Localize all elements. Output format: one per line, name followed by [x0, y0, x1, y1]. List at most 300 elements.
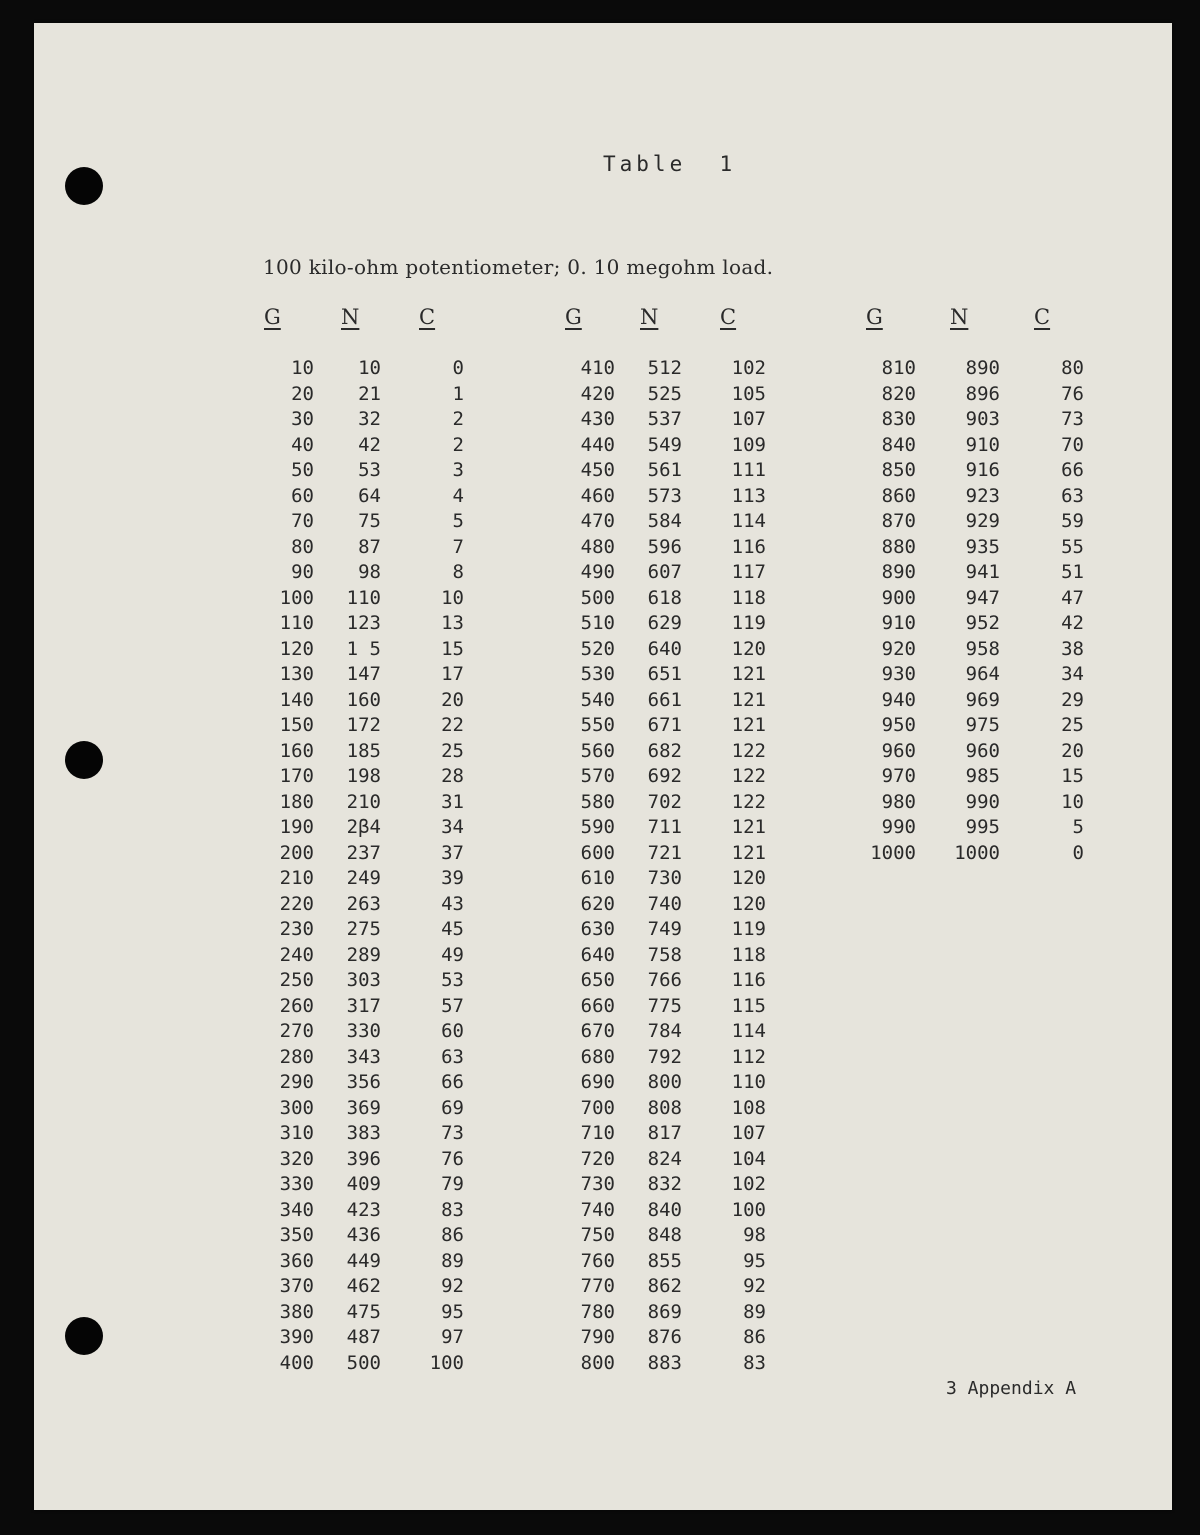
- header-g-2: G: [565, 305, 582, 329]
- table-cell: 49: [441, 943, 464, 966]
- column-g-1: [250, 356, 314, 1376]
- table-cell: 880: [881, 535, 916, 558]
- table-cell: 380: [279, 1300, 314, 1323]
- table-cell: 73: [441, 1122, 464, 1144]
- table-cell: 95: [743, 1249, 766, 1272]
- table-cell: 20: [291, 382, 314, 405]
- table-cell: 947: [965, 586, 1000, 609]
- table-cell: 43: [441, 892, 464, 915]
- table-cell: 66: [1061, 459, 1084, 481]
- table-cell: 10: [1061, 790, 1084, 813]
- table-cell: 580: [580, 790, 615, 813]
- table-cell: 862: [647, 1275, 682, 1297]
- table-cell: 86: [441, 1224, 464, 1246]
- table-cell: 876: [647, 1326, 682, 1348]
- table-cell: 824: [647, 1147, 682, 1170]
- table-cell: 440: [580, 433, 615, 456]
- table-cell: 916: [965, 459, 1000, 481]
- table-cell: 32: [358, 408, 381, 430]
- table-cell: 30: [291, 408, 314, 430]
- table-cell: 721: [647, 841, 682, 864]
- table-cell: 21: [358, 382, 381, 405]
- table-cell: 63: [1061, 484, 1084, 507]
- table-cell: 198: [346, 765, 381, 787]
- table-cell: 3: [452, 459, 464, 481]
- table-cell: 38: [1061, 637, 1084, 660]
- table-cell: 540: [580, 688, 615, 711]
- table-cell: 830: [881, 408, 916, 430]
- table-cell: 4: [452, 484, 464, 507]
- table-cell: 22: [441, 714, 464, 736]
- table-cell: 50: [291, 459, 314, 481]
- table-cell: 39: [441, 867, 464, 889]
- table-cell: 92: [743, 1275, 766, 1297]
- table-cell: 83: [441, 1198, 464, 1221]
- table-cell: 303: [346, 969, 381, 991]
- table-cell: 107: [731, 408, 766, 430]
- table-cell: 57: [441, 994, 464, 1017]
- table-cell: 990: [965, 790, 1000, 813]
- table-cell: 1000: [954, 841, 1000, 864]
- table-cell: 55: [1061, 535, 1084, 558]
- table-cell: 964: [965, 663, 1000, 685]
- table-cell: 800: [647, 1071, 682, 1093]
- table-cell: 89: [743, 1300, 766, 1323]
- table-cell: 750: [580, 1224, 615, 1246]
- table-cell: 975: [965, 714, 1000, 736]
- table-cell: 121: [731, 688, 766, 711]
- table-cell: 160: [346, 688, 381, 711]
- table-cell: 600: [580, 841, 615, 864]
- table-cell: 460: [580, 484, 615, 507]
- table-cell: 775: [647, 994, 682, 1017]
- table-cell: 958: [965, 637, 1000, 660]
- header-n-1: N: [341, 305, 360, 329]
- table-cell: 869: [647, 1300, 682, 1323]
- table-cell: 700: [580, 1096, 615, 1119]
- table-cell: 111: [731, 459, 766, 481]
- table-cell: 104: [731, 1147, 766, 1170]
- header-g-3: G: [866, 305, 883, 329]
- table-cell: 180: [279, 790, 314, 813]
- table-cell: 855: [647, 1249, 682, 1272]
- table-cell: 560: [580, 739, 615, 762]
- table-cell: 475: [346, 1300, 381, 1323]
- table-cell: 147: [346, 663, 381, 685]
- table-cell: 83: [743, 1351, 766, 1374]
- table-cell: 90: [291, 561, 314, 583]
- table-cell: 76: [441, 1147, 464, 1170]
- table-cell: 2: [452, 433, 464, 456]
- table-cell: 260: [279, 994, 314, 1017]
- table-cell: 100: [279, 586, 314, 609]
- column-c-3: [1020, 356, 1084, 866]
- table-cell: 60: [291, 484, 314, 507]
- table-cell: 660: [580, 994, 615, 1017]
- table-cell: 350: [279, 1224, 314, 1246]
- table-cell: 941: [965, 561, 1000, 583]
- table-cell: 170: [279, 765, 314, 787]
- table-cell: 1: [452, 382, 464, 405]
- table-cell: 107: [731, 1122, 766, 1144]
- table-cell: 10: [291, 357, 314, 379]
- table-cell: 840: [881, 433, 916, 456]
- table-cell: 570: [580, 765, 615, 787]
- table-cell: 740: [580, 1198, 615, 1221]
- table-cell: 671: [647, 714, 682, 736]
- table-cell: 80: [1061, 357, 1084, 379]
- table-cell: 15: [441, 637, 464, 660]
- table-cell: 410: [580, 357, 615, 379]
- table-cell: 850: [881, 459, 916, 481]
- table-cell: 109: [731, 433, 766, 456]
- table-cell: 63: [441, 1045, 464, 1068]
- table-cell: 20: [1061, 739, 1084, 762]
- column-n-3: [930, 356, 1000, 866]
- table-cell: 596: [647, 535, 682, 558]
- table-cell: 800: [580, 1351, 615, 1374]
- table-cell: 692: [647, 765, 682, 787]
- table-cell: 185: [346, 739, 381, 762]
- table-cell: 98: [358, 561, 381, 583]
- table-cell: 75: [358, 510, 381, 532]
- table-cell: 952: [965, 612, 1000, 634]
- table-cell: 200: [279, 841, 314, 864]
- table-cell: 42: [1061, 612, 1084, 634]
- table-subtitle: 100 kilo-ohm potentiometer; 0. 10 megohm load.: [263, 255, 774, 279]
- table-cell: 740: [647, 892, 682, 915]
- table-cell: 490: [580, 561, 615, 583]
- table-cell: 117: [731, 561, 766, 583]
- table-cell: 980: [881, 790, 916, 813]
- table-cell: 462: [346, 1275, 381, 1297]
- table-cell: 903: [965, 408, 1000, 430]
- table-cell: 114: [731, 510, 766, 532]
- table-cell: 110: [279, 612, 314, 634]
- table-cell: 140: [279, 688, 314, 711]
- table-cell: 237: [346, 841, 381, 864]
- table-cell: 584: [647, 510, 682, 532]
- table-cell: 730: [647, 867, 682, 889]
- table-cell: 356: [346, 1071, 381, 1093]
- table-cell: 537: [647, 408, 682, 430]
- table-cell: 119: [731, 918, 766, 940]
- table-cell: 1000: [870, 841, 916, 864]
- table-cell: 10: [358, 357, 381, 379]
- table-cell: 15: [1061, 765, 1084, 787]
- table-cell: 220: [279, 892, 314, 915]
- table-cell: 100: [429, 1351, 464, 1374]
- table-cell: 10: [441, 586, 464, 609]
- table-cell: 810: [881, 357, 916, 379]
- table-title: Table 1: [603, 152, 737, 176]
- table-cell: 89: [441, 1249, 464, 1272]
- table-cell: 112: [731, 1045, 766, 1068]
- table-cell: 330: [346, 1020, 381, 1042]
- table-cell: 53: [358, 459, 381, 481]
- table-cell: 114: [731, 1020, 766, 1042]
- table-cell: 210: [279, 867, 314, 889]
- table-cell: 47: [1061, 586, 1084, 609]
- table-cell: 690: [580, 1071, 615, 1093]
- table-cell: 25: [1061, 714, 1084, 736]
- table-cell: 487: [346, 1326, 381, 1348]
- table-cell: 923: [965, 484, 1000, 507]
- table-cell: 29: [1061, 688, 1084, 711]
- table-cell: 118: [731, 943, 766, 966]
- table-cell: 970: [881, 765, 916, 787]
- table-cell: 510: [580, 612, 615, 634]
- punch-hole-top: [65, 167, 103, 205]
- table-cell: 122: [731, 765, 766, 787]
- header-c-3: C: [1034, 305, 1051, 329]
- table-cell: 960: [965, 739, 1000, 762]
- header-n-3: N: [950, 305, 969, 329]
- table-cell: 97: [441, 1326, 464, 1348]
- table-cell: 210: [346, 790, 381, 813]
- table-cell: 960: [881, 739, 916, 762]
- table-cell: 120: [279, 637, 314, 660]
- table-cell: 119: [731, 612, 766, 634]
- table-cell: 275: [346, 918, 381, 940]
- table-cell: 95: [441, 1300, 464, 1323]
- table-cell: 848: [647, 1224, 682, 1246]
- table-cell: 500: [580, 586, 615, 609]
- table-cell: 525: [647, 382, 682, 405]
- table-cell: 110: [346, 586, 381, 609]
- table-cell: 749: [647, 918, 682, 940]
- table-cell: 150: [279, 714, 314, 736]
- table-cell: 430: [580, 408, 615, 430]
- column-g-3: [850, 356, 916, 866]
- table-cell: 340: [279, 1198, 314, 1221]
- table-cell: 860: [881, 484, 916, 507]
- table-cell: 990: [881, 816, 916, 838]
- table-cell: 618: [647, 586, 682, 609]
- table-cell: 520: [580, 637, 615, 660]
- table-cell: 449: [346, 1249, 381, 1272]
- table-cell: 760: [580, 1249, 615, 1272]
- table-cell: 2β4: [346, 816, 381, 838]
- table-cell: 890: [965, 357, 1000, 379]
- table-cell: 640: [647, 637, 682, 660]
- table-cell: 172: [346, 714, 381, 736]
- table-cell: 840: [647, 1198, 682, 1221]
- table-cell: 330: [279, 1173, 314, 1195]
- table-cell: 670: [580, 1020, 615, 1042]
- table-cell: 20: [441, 688, 464, 711]
- table-cell: 590: [580, 816, 615, 838]
- table-cell: 910: [965, 433, 1000, 456]
- table-cell: 436: [346, 1224, 381, 1246]
- table-cell: 610: [580, 867, 615, 889]
- table-cell: 121: [731, 841, 766, 864]
- table-cell: 34: [1061, 663, 1084, 685]
- table-cell: 76: [1061, 382, 1084, 405]
- table-cell: 70: [1061, 433, 1084, 456]
- table-cell: 79: [441, 1173, 464, 1195]
- table-cell: 13: [441, 612, 464, 634]
- table-cell: 289: [346, 943, 381, 966]
- table-cell: 930: [881, 663, 916, 685]
- table-cell: 45: [441, 918, 464, 940]
- table-cell: 711: [647, 816, 682, 838]
- table-cell: 102: [731, 1173, 766, 1195]
- table-cell: 280: [279, 1045, 314, 1068]
- punch-hole-middle: [65, 741, 103, 779]
- table-cell: 250: [279, 969, 314, 991]
- table-cell: 500: [346, 1351, 381, 1374]
- header-n-2: N: [640, 305, 659, 329]
- table-cell: 115: [731, 994, 766, 1017]
- table-cell: 263: [346, 892, 381, 915]
- table-cell: 121: [731, 714, 766, 736]
- table-cell: 116: [731, 535, 766, 558]
- table-cell: 92: [441, 1275, 464, 1297]
- table-cell: 121: [731, 816, 766, 838]
- table-cell: 116: [731, 969, 766, 991]
- table-cell: 310: [279, 1122, 314, 1144]
- table-cell: 60: [441, 1020, 464, 1042]
- page-footer: 3 Appendix A: [946, 1378, 1077, 1399]
- table-cell: 160: [279, 739, 314, 762]
- table-cell: 890: [881, 561, 916, 583]
- table-cell: 480: [580, 535, 615, 558]
- table-cell: 53: [441, 969, 464, 991]
- table-cell: 710: [580, 1122, 615, 1144]
- table-cell: 470: [580, 510, 615, 532]
- table-cell: 34: [441, 816, 464, 838]
- column-c-2: [700, 356, 766, 1376]
- table-cell: 995: [965, 816, 1000, 838]
- table-cell: 720: [580, 1147, 615, 1170]
- table-cell: 110: [731, 1071, 766, 1093]
- table-cell: 420: [580, 382, 615, 405]
- table-cell: 607: [647, 561, 682, 583]
- table-cell: 620: [580, 892, 615, 915]
- column-n-1: [320, 356, 381, 1376]
- table-cell: 950: [881, 714, 916, 736]
- table-cell: 120: [731, 637, 766, 660]
- table-cell: 317: [346, 994, 381, 1017]
- table-cell: 31: [441, 790, 464, 813]
- table-cell: 870: [881, 510, 916, 532]
- table-cell: 113: [731, 484, 766, 507]
- table-cell: 249: [346, 867, 381, 889]
- table-cell: 0: [452, 357, 464, 379]
- table-cell: 98: [743, 1224, 766, 1246]
- table-cell: 7: [452, 535, 464, 558]
- table-cell: 73: [1061, 408, 1084, 430]
- table-cell: 661: [647, 688, 682, 711]
- table-cell: 450: [580, 459, 615, 481]
- table-cell: 69: [441, 1096, 464, 1119]
- table-cell: 370: [279, 1275, 314, 1297]
- table-cell: 896: [965, 382, 1000, 405]
- table-cell: 832: [647, 1173, 682, 1195]
- table-cell: 680: [580, 1045, 615, 1068]
- table-cell: 573: [647, 484, 682, 507]
- table-cell: 320: [279, 1147, 314, 1170]
- table-cell: 87: [358, 535, 381, 558]
- table-cell: 1 5: [346, 637, 381, 660]
- table-cell: 100: [731, 1198, 766, 1221]
- table-cell: 900: [881, 586, 916, 609]
- table-cell: 561: [647, 459, 682, 481]
- table-cell: 423: [346, 1198, 381, 1221]
- table-cell: 122: [731, 739, 766, 762]
- table-cell: 629: [647, 612, 682, 634]
- table-cell: 28: [441, 765, 464, 787]
- table-cell: 0: [1072, 841, 1084, 864]
- table-cell: 640: [580, 943, 615, 966]
- table-cell: 108: [731, 1096, 766, 1119]
- table-cell: 343: [346, 1045, 381, 1068]
- table-cell: 400: [279, 1351, 314, 1374]
- table-cell: 780: [580, 1300, 615, 1323]
- table-cell: 66: [441, 1071, 464, 1093]
- table-cell: 985: [965, 765, 1000, 787]
- punch-hole-bottom: [65, 1317, 103, 1355]
- table-cell: 120: [731, 892, 766, 915]
- table-cell: 37: [441, 841, 464, 864]
- table-cell: 920: [881, 637, 916, 660]
- table-cell: 512: [647, 357, 682, 379]
- table-cell: 630: [580, 918, 615, 940]
- table-cell: 808: [647, 1096, 682, 1119]
- table-cell: 123: [346, 612, 381, 634]
- table-cell: 86: [743, 1326, 766, 1348]
- table-cell: 650: [580, 969, 615, 991]
- table-cell: 409: [346, 1173, 381, 1195]
- table-cell: 390: [279, 1326, 314, 1348]
- table-cell: 300: [279, 1096, 314, 1119]
- table-cell: 790: [580, 1326, 615, 1348]
- table-cell: 122: [731, 790, 766, 813]
- table-cell: 383: [346, 1122, 381, 1144]
- column-g-2: [550, 356, 615, 1376]
- table-cell: 25: [441, 739, 464, 762]
- table-cell: 396: [346, 1147, 381, 1170]
- table-cell: 910: [881, 612, 916, 634]
- table-cell: 51: [1061, 561, 1084, 583]
- table-cell: 190: [279, 816, 314, 838]
- table-cell: 120: [731, 867, 766, 889]
- table-cell: 792: [647, 1045, 682, 1068]
- table-cell: 360: [279, 1249, 314, 1272]
- header-g-1: G: [264, 305, 281, 329]
- table-cell: 290: [279, 1071, 314, 1093]
- table-cell: 369: [346, 1096, 381, 1119]
- table-cell: 130: [279, 663, 314, 685]
- table-cell: 80: [291, 535, 314, 558]
- table-cell: 784: [647, 1020, 682, 1042]
- table-cell: 59: [1061, 510, 1084, 532]
- table-cell: 935: [965, 535, 1000, 558]
- table-cell: 105: [731, 382, 766, 405]
- table-cell: 682: [647, 739, 682, 762]
- table-cell: 5: [452, 510, 464, 532]
- table-cell: 651: [647, 663, 682, 685]
- table-cell: 817: [647, 1122, 682, 1144]
- table-cell: 770: [580, 1275, 615, 1297]
- header-c-2: C: [720, 305, 737, 329]
- table-cell: 550: [580, 714, 615, 736]
- table-cell: 530: [580, 663, 615, 685]
- table-cell: 8: [452, 561, 464, 583]
- table-cell: 270: [279, 1020, 314, 1042]
- table-cell: 929: [965, 510, 1000, 532]
